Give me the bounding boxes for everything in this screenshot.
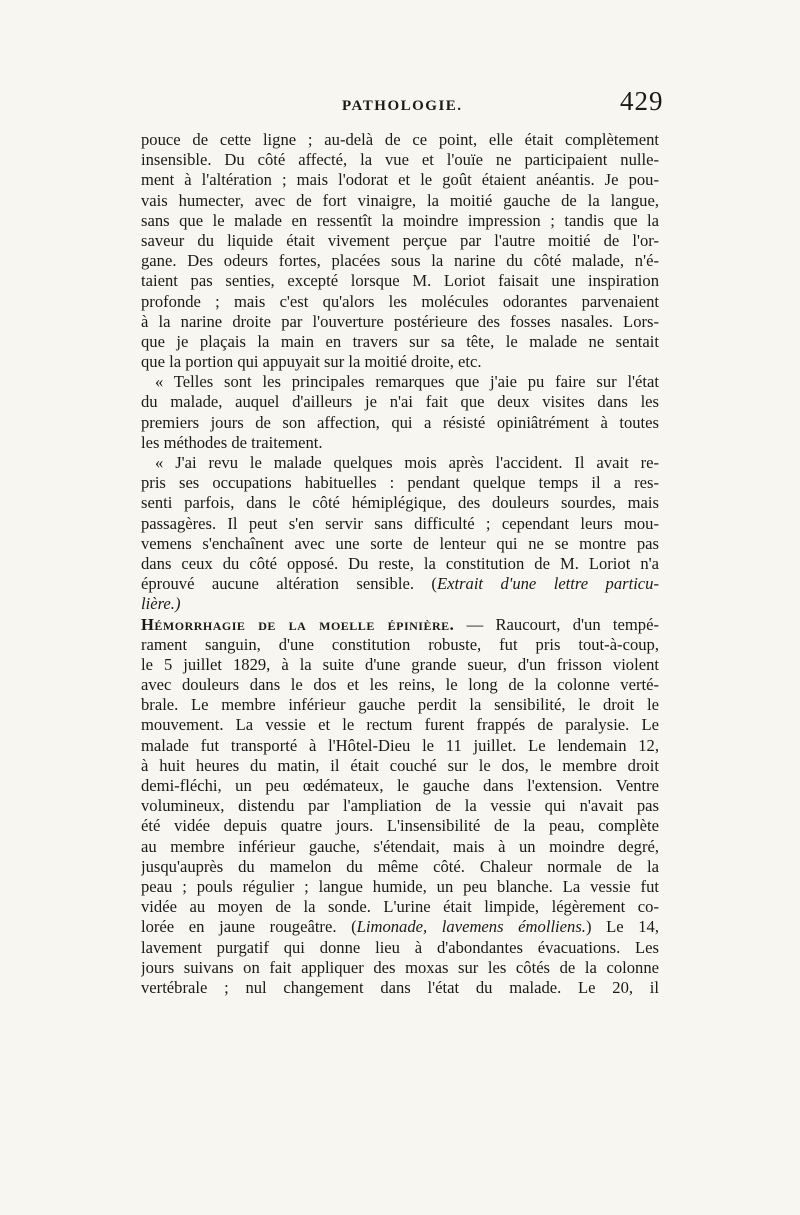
- text-fragment: ) Le 14,: [585, 917, 659, 937]
- text-line: premiers jours de son affection, qui a résisté opiniâtrément à toutes: [141, 412, 659, 432]
- page-header: [0, 86, 800, 122]
- text-line-remedy: [141, 917, 659, 937]
- text-line: jusqu'auprès du mamelon du même côté. Chaleur normale de la: [141, 856, 659, 876]
- text-line: à la narine droite par l'ouverture postérieure des fosses nasales. Lors-: [141, 311, 659, 331]
- text-line: gane. Des odeurs fortes, placées sous la narine du côté malade, n'é-: [141, 251, 659, 271]
- section-heading: Hémorrhagie de la moelle épinière.: [141, 614, 455, 634]
- text-line: lavement purgatif qui donne lieu à d'abondantes évacuations. Les: [141, 937, 659, 957]
- text-line: insensible. Du côté affecté, la vue et l'ouïe ne participaient nulle-: [141, 150, 659, 170]
- text-line: profonde ; mais c'est qu'alors les molécules odorantes parvenaient: [141, 291, 659, 311]
- extract-citation: Extrait d'une lettre particu-: [436, 574, 659, 594]
- text-line: « Telles sont les principales remarques que j'aie pu faire sur l'état: [155, 372, 659, 392]
- text-line: saveur du liquide était vivement perçue par l'autre moitié de l'or-: [141, 230, 659, 250]
- page-number: 429: [620, 86, 664, 116]
- text-line: peau ; pouls régulier ; langue humide, un peu blanche. La vessie fut: [141, 876, 659, 896]
- text-line: pris ses occupations habituelles : pendant quelque temps il a res-: [141, 473, 659, 493]
- text-line: vidée au moyen de la sonde. L'urine était limpide, légèrement co-: [141, 897, 659, 917]
- text-line: été vidée depuis quatre jours. L'insensibilité de la peau, complète: [141, 816, 659, 836]
- text-line: « J'ai revu le malade quelques mois après l'accident. Il avait re-: [155, 453, 659, 472]
- text-line: malade fut transporté à l'Hôtel-Dieu le 11 juillet. Le lendemain 12,: [141, 735, 659, 755]
- text-line: pouce de cette ligne ; au-delà de ce point, elle était complètement: [141, 130, 659, 149]
- text-fragment: éprouvé aucune altération sensible. (: [141, 574, 437, 594]
- text-line: que la portion qui appuyait sur la moitié droite, etc.: [141, 352, 482, 372]
- text-fragment: lorée en jaune rougeâtre. (: [141, 917, 357, 937]
- text-line: les méthodes de traitement.: [141, 432, 323, 452]
- remedy-prescription: Limonade, lavemens émolliens.: [356, 917, 586, 937]
- extract-citation-end: lière.): [141, 594, 181, 614]
- body-text: [141, 130, 659, 998]
- running-title: PATHOLOGIE.: [342, 98, 463, 114]
- text-line: dans ceux du côté opposé. Du reste, la constitution de M. Loriot n'a: [141, 553, 659, 573]
- text-line: demi-fléchi, un peu œdémateux, le gauche dans l'extension. Ventre: [141, 776, 659, 795]
- text-line: vertébrale ; nul changement dans l'état du malade. Le 20, il: [141, 977, 659, 997]
- text-line: brale. Le membre inférieur gauche perdit la sensibilité, le droit le: [141, 695, 659, 715]
- text-line: passagères. Il peut s'en servir sans difficulté ; cependant leurs mou-: [141, 513, 659, 533]
- text-line: rament sanguin, d'une constitution robuste, fut pris tout-à-coup,: [141, 634, 659, 654]
- text-line: senti parfois, dans le côté hémiplégique, des douleurs sourdes, mais: [141, 493, 659, 513]
- text-line: taient pas senties, excepté lorsque M. Loriot faisait une inspiration: [141, 271, 659, 291]
- text-line: ment à l'altération ; mais l'odorat et le goût étaient anéantis. Je pou-: [141, 170, 659, 190]
- text-line: au membre inférieur gauche, s'étendait, mais à un moindre degré,: [141, 836, 659, 856]
- text-line: [141, 594, 659, 614]
- text-line: mouvement. La vessie et le rectum furent frappés de paralysie. Le: [141, 715, 659, 735]
- text-fragment: — Raucourt, d'un tempé-: [466, 614, 659, 634]
- text-line: volumineux, distendu par l'ampliation de la vessie qui n'avait pas: [141, 796, 659, 816]
- text-line: jours suivans on fait appliquer des moxas sur les côtés de la colonne: [141, 957, 659, 977]
- text-line: vemens s'enchaînent avec une sorte de lenteur qui ne se montre pas: [141, 533, 659, 553]
- text-line-extract: [141, 574, 659, 594]
- text-line: du malade, auquel d'ailleurs je n'ai fait que deux visites dans les: [141, 392, 659, 412]
- section-heading-line: [141, 615, 659, 635]
- text-line: que je plaçais la main en travers sur sa tête, le malade ne sentait: [141, 331, 659, 351]
- text-line: le 5 juillet 1829, à la suite d'une grande sueur, d'un frisson violent: [141, 654, 659, 674]
- text-line: à huit heures du matin, il était couché sur le dos, le membre droit: [141, 755, 659, 775]
- text-line: sans que le malade en ressentît la moindre impression ; tandis que la: [141, 210, 659, 230]
- text-line: vais humecter, avec de fort vinaigre, la moitié gauche de la langue,: [141, 190, 659, 210]
- text-line: avec douleurs dans le dos et les reins, le long de la colonne verté-: [141, 675, 659, 695]
